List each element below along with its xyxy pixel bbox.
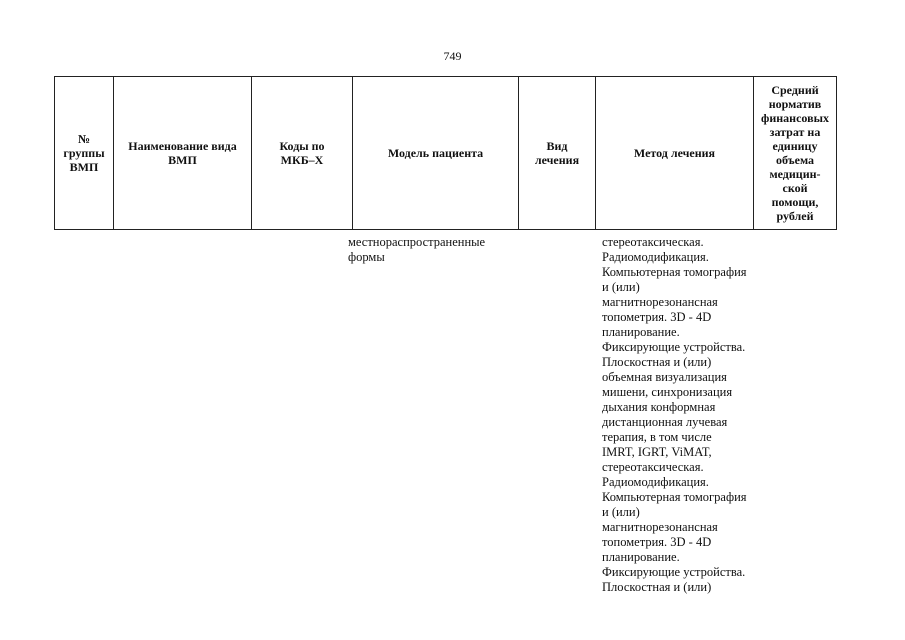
page-number: 749 xyxy=(443,49,462,63)
header-avg-cost: Средний норматив финансовых затрат на единицу объема медицин- ской помощи, рублей xyxy=(754,77,837,230)
header-group-no: № группы ВМП xyxy=(55,77,114,230)
header-icd-codes: Коды по МКБ–Х xyxy=(252,77,353,230)
header-treatment-method: Метод лечения xyxy=(596,77,754,230)
treatment-method-text: стереотаксическая. Радиомодификация. Компьютерная томография и (или) магнитнорезонансная топометрия. 3D - 4D планирование. Фиксирующие устройства. Плоскостная и (или) объемная визуализация мишени, синхронизация дыхания конформная дистанционная лучевая терапия, в том числе IMRT, IGRT, ViMAT, стереотаксическая. Радиомодификация. Компьютерная томография и (или) магнитнорезонансная топометрия. 3D - 4D планирование. Фиксирующие устройства. Плоскостная и (или) xyxy=(602,235,747,594)
header-vmp-name: Наименование вида ВМП xyxy=(114,77,252,230)
header-row xyxy=(55,77,837,230)
patient-model-text: местнораспространенные формы xyxy=(348,235,486,264)
header-treatment-type: Вид лечения xyxy=(519,77,596,230)
header-patient-model: Модель пациента xyxy=(353,77,519,230)
table-header xyxy=(54,76,837,230)
